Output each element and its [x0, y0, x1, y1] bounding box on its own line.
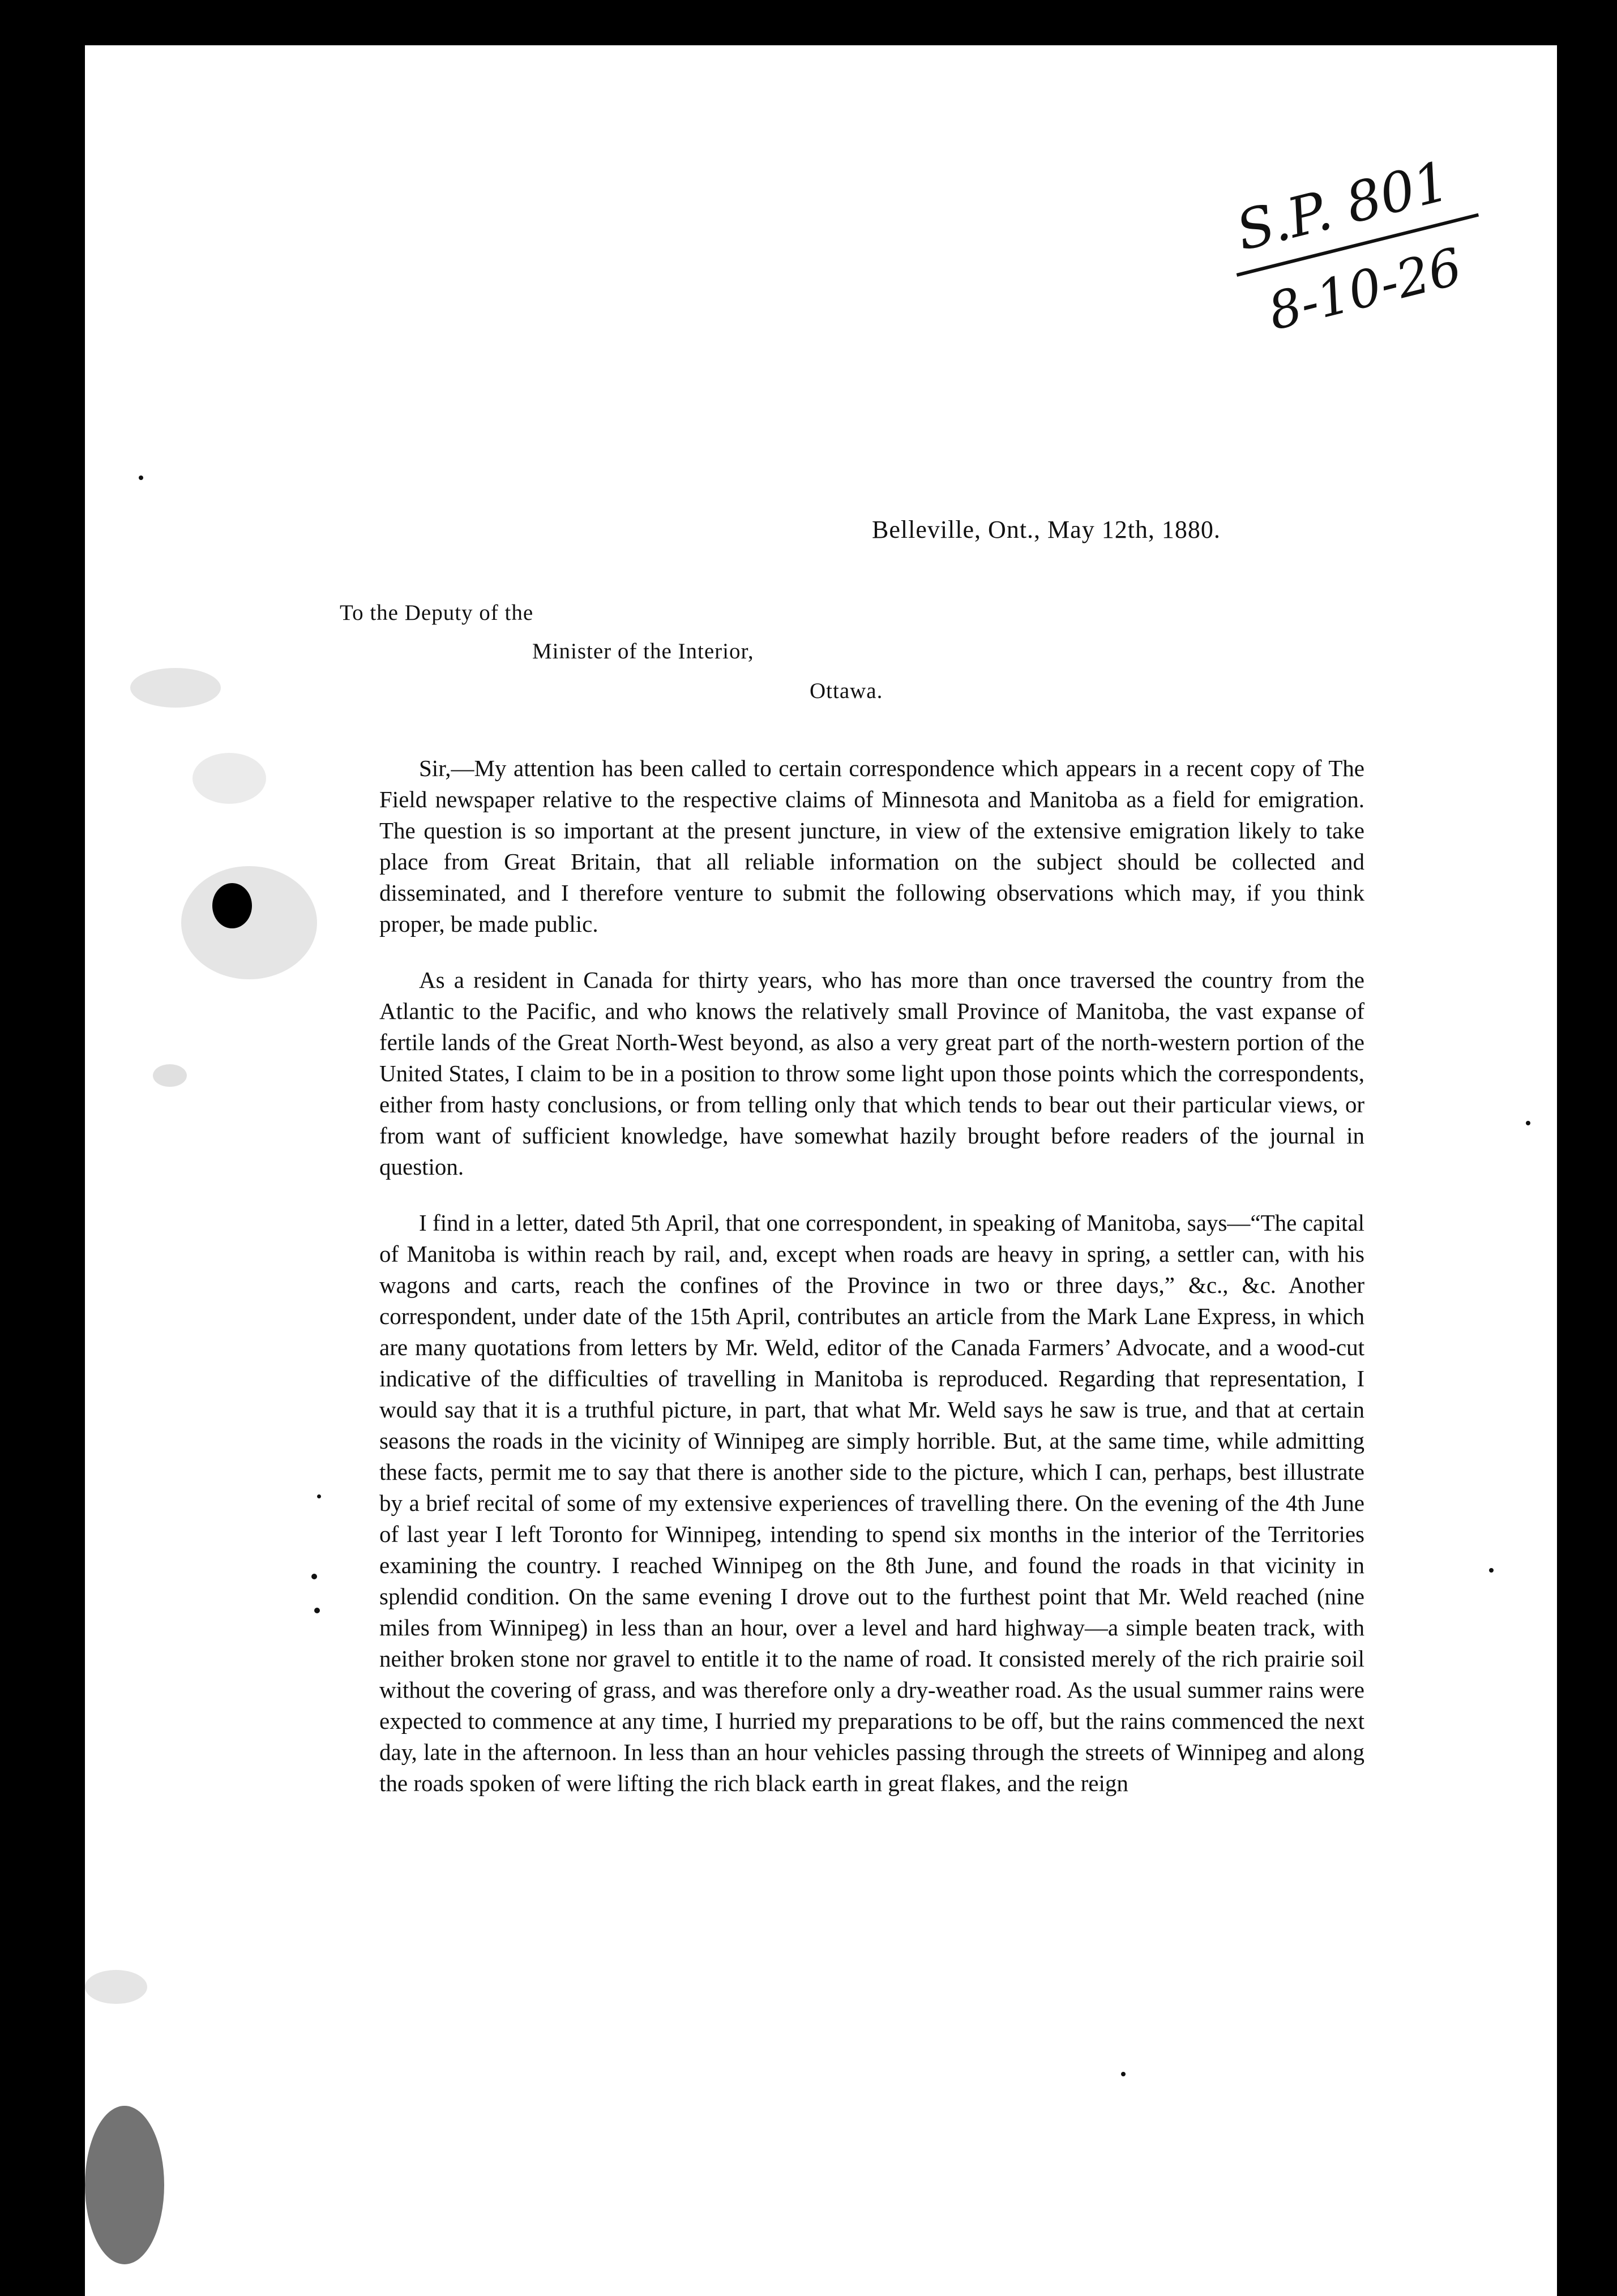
address-line-3: Ottawa. — [810, 679, 883, 703]
dateline: Belleville, Ont., May 12th, 1880. — [872, 516, 1221, 543]
smudge — [130, 668, 221, 708]
paragraph: As a resident in Canada for thirty years, who has more than once traversed the country from the Atlantic to the Pacific, and who knows the relatively small Province of Manitoba, the vast expanse of fertile lands of the Great North-West beyond, as also a very great part of the north-western portion of the United States, I claim to be in a position to throw some light upon those points which the correspondents, either from hasty conclusions, or from telling only that which tends to bear out their particular views, or from want of sufficient knowledge, have somewhat hazily brought before readers of the journal in question. — [379, 967, 1364, 1180]
smudge — [192, 753, 266, 804]
address-line-2: Minister of the Interior, — [532, 639, 754, 663]
speck — [1526, 1121, 1530, 1125]
smudge — [85, 1970, 147, 2004]
letter-body — [379, 753, 1364, 1824]
speck — [317, 1494, 321, 1498]
paragraph: I find in a letter, dated 5th April, that one correspondent, in speaking of Manitoba, says—“The capital of Manitoba is within reach by rail, and, except when roads are heavy in spring, a settler can, with his wagons and carts, reach the confines of the Province in two or three days,” &c., &c. Another correspondent, under date of the 15th April, contributes an article from the Mark Lane Express, in which are many quotations from letters by Mr. Weld, editor of the Canada Farmers’ Advocate, and a wood-cut indicative of the difficulties of travelling in Manitoba is reproduced. Regarding that representation, I would say that it is a truthful picture, in part, that what Mr. Weld says he saw is true, and that at certain seasons the roads in the vicinity of Winnipeg are simply horrible. But, at the same time, while admitting these facts, permit me to say that there is another side to the picture, which I can, perhaps, best illustrate by a brief recital of some of my extensive experiences of travelling there. On the evening of the 4th June of last year I left Toronto for Winnipeg, intending to spend six months in the interior of the Territories examining the country. I reached Winnipeg on the 8th June, and found the roads in that vicinity in splendid condition. On the same evening I drove out to the furthest point that Mr. Weld reached (nine miles from Winnipeg) in less than an hour, over a level and hard highway—a simple beaten track, with neither broken stone nor gravel to entitle it to the name of road. It consisted merely of the rich prairie soil without the covering of grass, and was therefore only a dry-weather road. As the usual summer rains were expected to commence at any time, I hurried my preparations to be off, but the rains commenced the next day, late in the afternoon. In less than an hour vehicles passing through the streets of Winnipeg and along the roads spoken of were lifting the rich black earth in great flakes, and the reign — [379, 1210, 1364, 1796]
smudge — [181, 866, 317, 979]
document-page — [85, 45, 1557, 2296]
smudge — [153, 1064, 187, 1087]
smudge — [85, 2106, 164, 2264]
handwritten-note-line1: S.P. 801 — [1230, 149, 1456, 263]
address-line-1: To the Deputy of the — [340, 601, 534, 625]
speck — [1121, 2072, 1126, 2076]
paragraph: Sir,—My attention has been called to certain correspondence which appears in a recent copy of The Field newspaper relative to the respective claims of Minnesota and Manitoba as a field for emigration. The question is so important at the present juncture, in view of the extensive emigration likely to take place from Great Britain, that all reliable information on the subject should be collected and disseminated, and I therefore venture to submit the following observations which may, if you think proper, be made public. — [379, 755, 1364, 937]
handwritten-note — [1217, 142, 1512, 357]
speck — [139, 476, 143, 480]
speck — [1489, 1568, 1494, 1573]
handwritten-note-line2: 8-10-26 — [1262, 237, 1468, 342]
speck — [311, 1574, 317, 1579]
speck — [314, 1608, 320, 1613]
